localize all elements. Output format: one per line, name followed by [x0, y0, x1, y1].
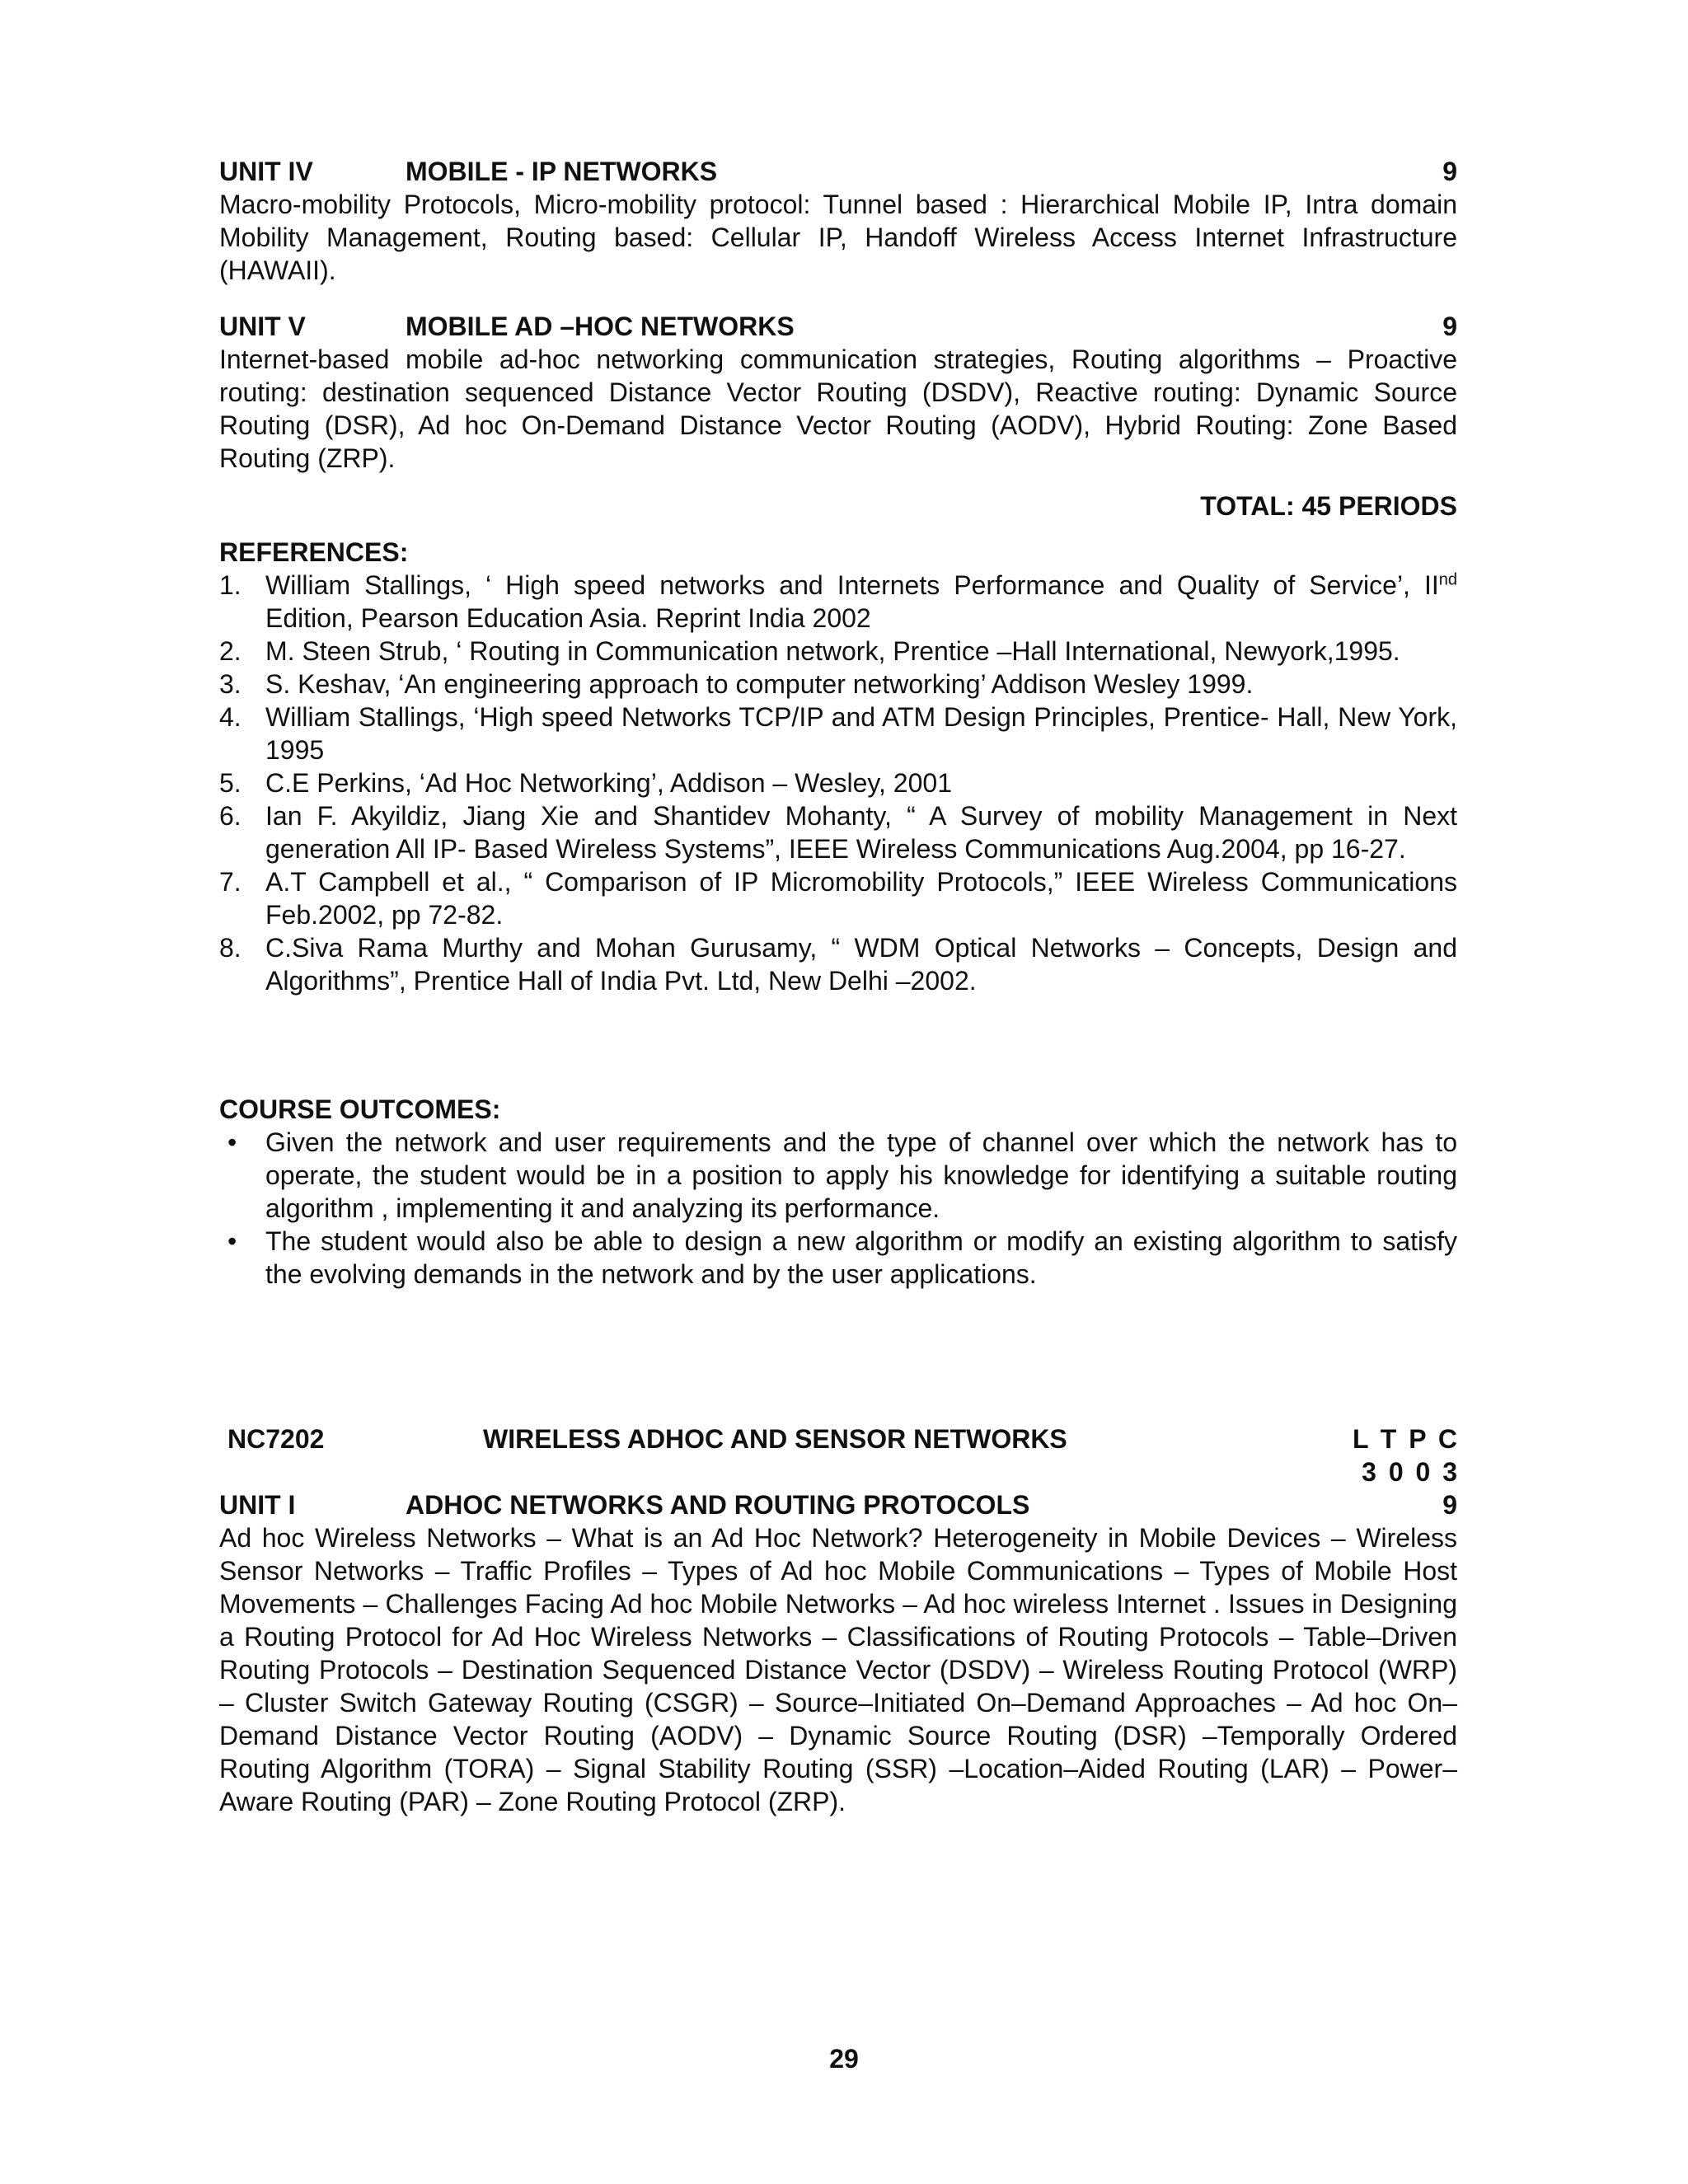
reference-number: 6.: [219, 801, 241, 831]
course-header: [219, 1422, 1457, 1488]
reference-text: William Stallings, ‘High speed Networks TCP/IP and ATM Design Principles, Prentice- Hall, New York, 1995: [265, 702, 1457, 765]
unit-1-hours: 9: [1442, 1490, 1457, 1520]
course-outcomes-list: [219, 1126, 1457, 1291]
reference-item: [219, 569, 1457, 635]
unit-5-body: Internet-based mobile ad-hoc networking communication strategies, Routing algorithms – Proactive routing: destination sequenced Distance Vector Routing (DSDV), Reactive routing: Dynamic Source Routing (DSR), Ad hoc On-Demand Distance Vector Routing (AODV), Hybrid Routing: Zone Based Routing (ZRP).: [219, 344, 1457, 473]
reference-text: C.Siva Rama Murthy and Mohan Gurusamy, “ WDM Optical Networks – Concepts, Design and Algorithms”, Prentice Hall of India Pvt. Ltd, New Delhi –2002.: [265, 933, 1457, 996]
reference-text: A.T Campbell et al., “ Comparison of IP Micromobility Protocols,” IEEE Wireless Communications Feb.2002, pp 72-82.: [265, 867, 1457, 930]
ltpc-values: 3 0 0 3: [1362, 1457, 1457, 1487]
course-header-row: [219, 1422, 1457, 1455]
unit-4-title: MOBILE - IP NETWORKS: [406, 157, 718, 186]
reference-item: [219, 766, 1457, 799]
unit-4-body: Macro-mobility Protocols, Micro-mobility protocol: Tunnel based : Hierarchical Mobile IP, Intra domain Mobility Management, Routing based: Cellular IP, Handoff Wireless Access Internet Infrastructure (HAWAII).: [219, 190, 1457, 285]
references-section: [219, 536, 1457, 997]
references-list: [219, 569, 1457, 997]
reference-number: 5.: [219, 768, 241, 798]
reference-text: Ian F. Akyildiz, Jiang Xie and Shantidev Mohanty, “ A Survey of mobility Management in Next generation All IP- Based Wireless Systems”, IEEE Wireless Communications Aug.2004, pp 16-27.: [265, 801, 1457, 864]
ltpc-heading: L T P C: [1352, 1424, 1457, 1454]
reference-text: M. Steen Strub, ‘ Routing in Communication network, Prentice –Hall International, Newyork,1995.: [265, 636, 1400, 666]
reference-number: 1.: [219, 570, 241, 600]
outcome-text: Given the network and user requirements and the type of channel over which the network has to operate, the student would be in a position to apply his knowledge for identifying a suitable routing algorithm , implementing it and analyzing its performance.: [265, 1127, 1457, 1223]
unit-4-hours: 9: [1442, 157, 1457, 186]
outcome-item: [219, 1126, 1457, 1225]
total-periods: TOTAL: 45 PERIODS: [1200, 491, 1457, 521]
reference-number: 3.: [219, 669, 241, 699]
references-heading: REFERENCES:: [219, 537, 409, 567]
course-title: WIRELESS ADHOC AND SENSOR NETWORKS: [483, 1424, 1067, 1454]
unit-5-label: UNIT V: [219, 312, 306, 341]
reference-text-continued: Edition, Pearson Education Asia. Reprint India 2002: [265, 603, 871, 633]
course-outcomes-heading: COURSE OUTCOMES:: [219, 1094, 501, 1124]
total-periods-row: [219, 490, 1457, 523]
reference-item: [219, 799, 1457, 865]
unit-1-title: ADHOC NETWORKS AND ROUTING PROTOCOLS: [406, 1490, 1030, 1520]
unit-4-heading: [219, 155, 1457, 188]
reference-text: S. Keshav, ‘An engineering approach to computer networking’ Addison Wesley 1999.: [265, 669, 1254, 699]
reference-number: 8.: [219, 933, 241, 963]
bullet-icon: •: [227, 1127, 237, 1157]
unit-1-body: Ad hoc Wireless Networks – What is an Ad Hoc Network? Heterogeneity in Mobile Devices – Wireless Sensor Networks – Traffic Profiles – Types of Ad hoc Mobile Communications – Types of Mobile Host Movements – Challenges Facing Ad hoc Mobile Networks – Ad hoc wireless Internet . Issues in Designing a Routing Protocol for Ad Hoc Wireless Networks – Classifications of Routing Protocols – Table–Driven Routing Protocols – Destination Sequenced Distance Vector (DSDV) – Wireless Routing Protocol (WRP) – Cluster Switch Gateway Routing (CSGR) – Source–Initiated On–Demand Approaches – Ad hoc On–Demand Distance Vector Routing (AODV) – Dynamic Source Routing (DSR) –Temporally Ordered Routing Algorithm (TORA) – Signal Stability Routing (SSR) –Location–Aided Routing (LAR) – Power–Aware Routing (PAR) – Zone Routing Protocol (ZRP).: [219, 1523, 1457, 1816]
course-outcomes-section: [219, 1093, 1457, 1291]
unit-1-section: [219, 1488, 1457, 1818]
unit-1-label: UNIT I: [219, 1490, 296, 1520]
bullet-icon: •: [227, 1226, 237, 1256]
unit-4-label: UNIT IV: [219, 157, 313, 186]
reference-item: [219, 668, 1457, 701]
reference-superscript: nd: [1438, 570, 1457, 589]
unit-5-hours: 9: [1442, 312, 1457, 341]
unit-5-heading: [219, 310, 1457, 343]
reference-item: [219, 931, 1457, 997]
reference-item: [219, 865, 1457, 931]
outcome-text: The student would also be able to design a new algorithm or modify an existing algorithm to satisfy the evolving demands in the network and by the user applications.: [265, 1226, 1457, 1289]
reference-number: 4.: [219, 702, 241, 732]
reference-item: [219, 701, 1457, 766]
course-code: NC7202: [227, 1424, 325, 1454]
reference-text: C.E Perkins, ‘Ad Hoc Networking’, Addison – Wesley, 2001: [265, 768, 952, 798]
reference-text: William Stallings, ‘ High speed networks and Internets Performance and Quality of Service’, II: [265, 570, 1439, 600]
unit-4-section: [219, 155, 1457, 287]
unit-5-section: [219, 310, 1457, 475]
unit-1-heading: [219, 1488, 1457, 1521]
outcome-item: [219, 1225, 1457, 1291]
page-number: 29: [829, 2044, 859, 2074]
reference-item: [219, 635, 1457, 668]
reference-number: 2.: [219, 636, 241, 666]
reference-number: 7.: [219, 867, 241, 897]
unit-5-title: MOBILE AD –HOC NETWORKS: [406, 312, 795, 341]
